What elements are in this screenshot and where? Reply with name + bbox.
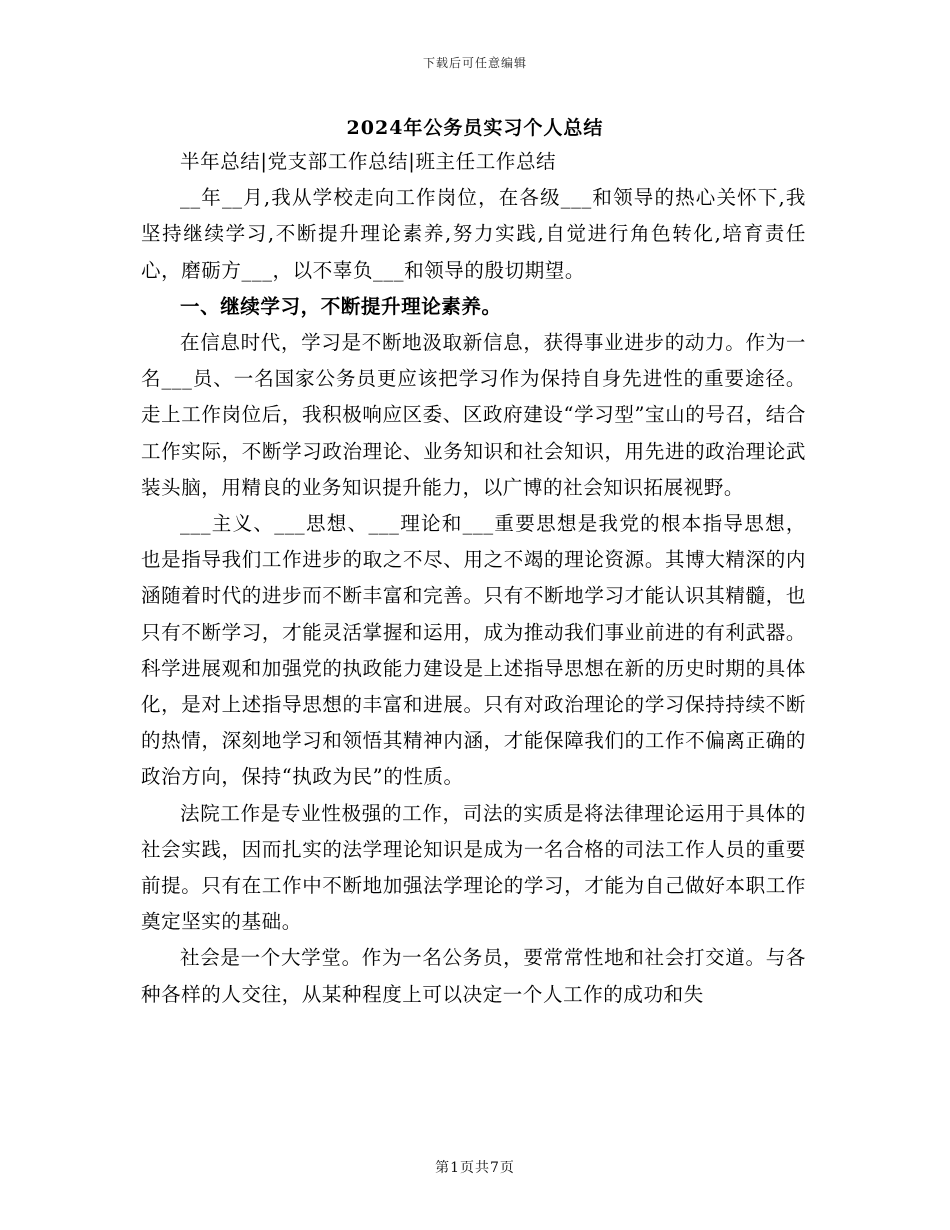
paragraph: 法院工作是专业性极强的工作，司法的实质是将法律理论运用于具体的社会实践，因而扎实的法学理论知识是成为一名合格的司法工作人员的重要前提。只有在工作中不断地加强法学理论的学习，才能为自己做好本职工作奠定坚实的基础。 (141, 801, 806, 934)
paragraph: 在信息时代，学习是不断地汲取新信息，获得事业进步的动力。作为一名___员、一名国家公务员更应该把学习作为保持自身先进性的重要途径。走上工作岗位后，我积极响应区委、区政府建设“学习型”宝山的号召，结合工作实际，不断学习政治理论、业务知识和社会知识，用先进的政治理论武装头脑，用精良的业务知识提升能力，以广博的社会知识拓展视野。 (141, 331, 806, 499)
document-title: 2024年公务员实习个人总结 (346, 117, 604, 139)
paragraph: 半年总结|党支部工作总结|班主任工作总结 (180, 150, 557, 173)
paragraph: ___主义、___思想、___理论和___重要思想是我党的根本指导思想，也是指导我们工作进步的取之不尽、用之不竭的理论资源。其博大精深的内涵随着时代的进步而不断丰富和完善。只有不断地学习才能认识其精髓，也只有不断学习，才能灵活掌握和运用，成为推动我们事业前进的有利武器。科学进展观和加强党的执政能力建设是上述指导思想在新的历史时期的具体化，是对上述指导思想的丰富和进展。只有对政治理论的学习保持持续不断的热情，深刻地学习和领悟其精神内涵，才能保障我们的工作不偏离正确的政治方向，保持“执政为民”的性质。 (141, 512, 806, 789)
paragraph: __年__月,我从学校走向工作岗位，在各级___和领导的热心关怀下,我坚持继续学习,不断提升理论素养,努力实践,自觉进行角色转化,培育责任心，磨砺方___，以不辜负___和领导的殷切期望。 (141, 186, 806, 282)
header-note: 下载后可任意编辑 (422, 56, 527, 70)
section-heading: 一、继续学习，不断提升理论素养。 (180, 294, 502, 318)
document-body (141, 144, 806, 1013)
page-number: 第1页共7页 (435, 1160, 515, 1176)
paragraph: 社会是一个大学堂。作为一名公务员，要常常性地和社会打交道。与各种各样的人交往，从某种程度上可以决定一个人工作的成功和失 (141, 946, 806, 1006)
